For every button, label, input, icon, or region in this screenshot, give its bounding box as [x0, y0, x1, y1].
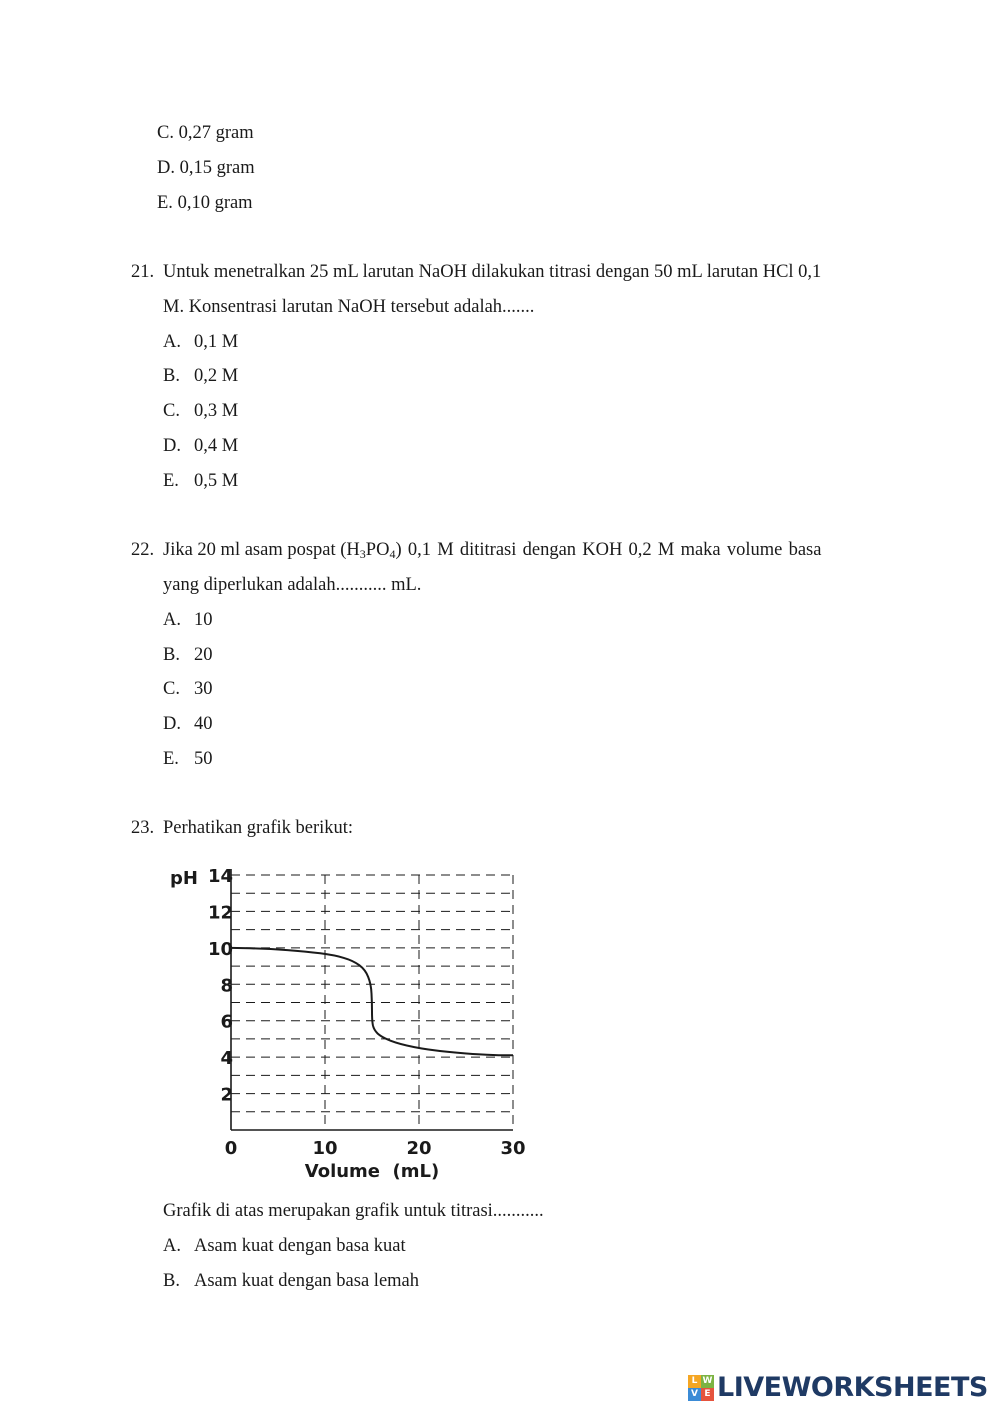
option-label: B.	[163, 1271, 180, 1291]
question-21-line2: M. Konsentrasi larutan NaOH tersebut adalah.......	[163, 297, 535, 317]
liveworksheets-logo[interactable]	[688, 1372, 988, 1403]
question-21	[131, 261, 821, 283]
option-text: Asam kuat dengan basa kuat	[194, 1236, 406, 1256]
option-text: 0,2 M	[194, 366, 239, 386]
x-tick-label: 20	[406, 1138, 432, 1159]
q21-option-d[interactable]	[163, 435, 238, 457]
y-axis-label: pH	[170, 868, 198, 889]
option-text: 0,5 M	[194, 471, 239, 491]
x-tick-label: 0	[224, 1138, 238, 1159]
y-tick-label: 6	[220, 1011, 233, 1033]
option-text: 0,27 gram	[178, 123, 254, 143]
option-e-prev[interactable]	[157, 192, 253, 214]
option-d-prev[interactable]	[157, 157, 255, 179]
q21-option-e[interactable]	[163, 470, 238, 492]
question-23	[131, 817, 353, 839]
y-tick-label: 10	[207, 938, 233, 960]
logo-tile: E	[701, 1388, 714, 1401]
question-22	[131, 539, 821, 561]
x-tick-labels	[225, 1138, 526, 1159]
q21-option-a[interactable]	[163, 331, 238, 353]
q21-option-b[interactable]	[163, 365, 238, 387]
q22-option-c[interactable]	[163, 678, 213, 700]
subscript: 3	[359, 547, 366, 561]
option-text: 20	[194, 645, 213, 665]
q22-option-e[interactable]	[163, 748, 213, 770]
option-text: 0,3 M	[194, 401, 239, 421]
question-text: Perhatikan grafik berikut:	[163, 818, 354, 838]
titration-chart	[160, 858, 540, 1188]
option-c-prev[interactable]	[157, 122, 254, 144]
y-tick-label: 14	[207, 866, 233, 887]
question-text-part: PO	[365, 540, 390, 560]
question-22-line2: yang diperlukan adalah........... mL.	[163, 575, 422, 595]
y-tick-label: 8	[220, 975, 233, 997]
option-label: B.	[163, 645, 180, 665]
option-label: C.	[163, 401, 180, 421]
x-tick-label: 10	[312, 1138, 338, 1159]
option-label: C.	[157, 123, 174, 143]
option-label: A.	[163, 332, 181, 352]
option-label: D.	[157, 158, 175, 178]
option-text: 40	[194, 714, 213, 734]
question-23-caption: Grafik di atas merupakan grafik untuk titrasi...........	[163, 1201, 544, 1221]
question-text: Untuk menetralkan 25 mL larutan NaOH dilakukan titrasi dengan 50 mL larutan HCl 0,1	[163, 262, 822, 282]
logo-tile: V	[688, 1388, 701, 1401]
logo-mark-icon	[688, 1375, 714, 1401]
y-tick-label: 12	[207, 902, 233, 924]
subscript: 4	[389, 547, 396, 561]
option-text: 0,1 M	[194, 332, 239, 352]
option-text: 30	[194, 679, 213, 699]
q23-option-b[interactable]	[163, 1270, 419, 1292]
q22-option-a[interactable]	[163, 609, 213, 631]
option-label: D.	[163, 436, 181, 456]
option-text: Asam kuat dengan basa lemah	[194, 1271, 420, 1291]
y-tick-labels	[208, 866, 233, 1106]
x-tick-label: 30	[500, 1138, 526, 1159]
option-label: A.	[163, 1236, 181, 1256]
y-tick-label: 4	[220, 1048, 233, 1070]
question-number: 21.	[131, 262, 155, 282]
q22-option-d[interactable]	[163, 713, 213, 735]
x-axis-label: Volume (mL)	[304, 1161, 440, 1182]
logo-tile: L	[688, 1375, 701, 1388]
option-text: 0,15 gram	[179, 158, 255, 178]
option-label: E.	[163, 471, 179, 491]
option-text: 50	[194, 749, 213, 769]
question-number: 23.	[131, 818, 155, 838]
logo-text: LIVEWORKSHEETS	[717, 1372, 988, 1403]
option-label: A.	[163, 610, 181, 630]
question-text-part: ) 0,1 M dititrasi dengan KOH 0,2 M maka volume basa	[395, 540, 822, 560]
option-text: 0,4 M	[194, 436, 239, 456]
q22-option-b[interactable]	[163, 644, 213, 666]
option-label: B.	[163, 366, 180, 386]
q21-option-c[interactable]	[163, 400, 238, 422]
question-text-part: Jika 20 ml asam pospat (H	[163, 540, 360, 560]
logo-tile: W	[702, 1375, 713, 1386]
option-text: 0,10 gram	[177, 193, 253, 213]
q23-option-a[interactable]	[163, 1235, 406, 1257]
option-text: 10	[194, 610, 213, 630]
option-label: E.	[157, 193, 173, 213]
option-label: C.	[163, 679, 180, 699]
y-tick-label: 2	[220, 1084, 233, 1106]
question-number: 22.	[131, 540, 155, 560]
option-label: E.	[163, 749, 179, 769]
option-label: D.	[163, 714, 181, 734]
